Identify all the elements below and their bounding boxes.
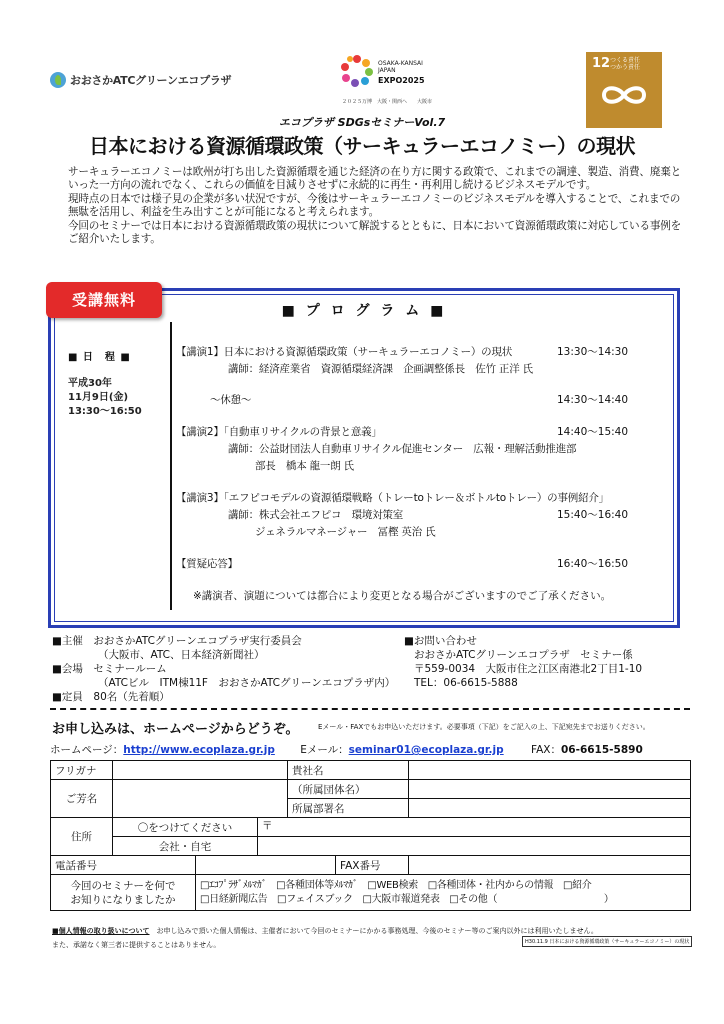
- lecture3-speaker: 講師：株式会社エフピコ 環境対策室: [228, 509, 404, 521]
- program-note: ※講演者、演題については都合により変更となる場合がございますのでご了承ください。: [193, 590, 612, 602]
- fax-field[interactable]: [409, 856, 691, 875]
- program-box: [48, 288, 680, 628]
- intro-paragraph-3: 今回のセミナーでは日本における資源循環政策の現状について解説するとともに、日本において資源循環政策に対応している事例をご紹介いたします。: [68, 219, 682, 246]
- sdg-label-1: つくる責任: [610, 57, 641, 64]
- company-field[interactable]: [409, 761, 691, 780]
- furigana-label: フリガナ: [51, 761, 113, 780]
- venue-sub: （ATCビル ITM棟11F おおさかATCグリーンエコプラザ内）: [98, 677, 396, 689]
- host-name: おおさかATCグリーンエコプラザ実行委員会: [93, 635, 302, 647]
- sdg-number: 12: [592, 56, 611, 71]
- host-label: ■主催: [52, 635, 83, 647]
- inquiry-org: おおさかATCグリーンエコプラザ セミナー係: [414, 649, 633, 661]
- application-form: [50, 760, 691, 911]
- intro-text: [68, 166, 688, 246]
- program-heading: ■ プ ロ グ ラ ム ■: [281, 303, 447, 319]
- lecture3-time: 15:40～16:40: [557, 509, 629, 521]
- intro-paragraph-1: サーキュラーエコノミーは欧州が打ち出した資源循環を通じた経済の在り方に関する政策で、これまでの調達、製造、消費、廃棄といった一方向の流れでなく、これらの価値を目減りさせずに永続的に再生・再利用し続けるビジネスモデルです。: [68, 166, 682, 192]
- email-link[interactable]: seminar01@ecoplaza.gr.jp: [348, 744, 504, 756]
- qa-title: 【質疑応答】: [176, 558, 238, 570]
- privacy-text-1: お申し込みで頂いた個人情報は、主催者において今回のセミナーにかかる事務処理、今後のセミナー等のご案内以外には利用いたしません。: [156, 927, 598, 935]
- apply-lead: お申し込みは、ホームページからどうぞ。: [52, 722, 299, 737]
- cut-line: [50, 708, 690, 710]
- sdg-label-2: つかう責任: [610, 64, 641, 71]
- affiliation-field[interactable]: [409, 780, 691, 799]
- address-field[interactable]: [258, 818, 691, 837]
- contact-line: [50, 742, 643, 757]
- inquiry-address: 〒559-0034 大阪市住之江区南港北2丁目1-10: [414, 663, 643, 675]
- affiliation-label: （所属団体名）: [288, 780, 409, 799]
- address-field-2[interactable]: [258, 837, 691, 856]
- lecture2-time: 14:40～15:40: [557, 426, 629, 438]
- lecture2-title: 【講演2】「自動車リサイクルの背景と意義」: [176, 426, 382, 438]
- date-time: 13:30～16:50: [68, 406, 142, 417]
- company-home-choice[interactable]: 会社・自宅: [113, 837, 258, 856]
- capacity-value: 80名（先着順）: [93, 691, 170, 703]
- break-time: 14:30～14:40: [557, 394, 629, 406]
- expo-logo: [338, 52, 448, 110]
- date-year: 平成30年: [68, 378, 112, 389]
- lecture2-speaker: 講師：公益財団法人自動車リサイクル促進センター 広報・理解活動推進部: [228, 443, 577, 455]
- homepage-link[interactable]: http://www.ecoplaza.gr.jp: [123, 744, 275, 756]
- name-field[interactable]: [113, 780, 288, 818]
- capacity-line: [52, 690, 170, 704]
- privacy-line-1: [52, 926, 598, 936]
- expo-line2: JAPAN: [378, 67, 396, 74]
- leaf-logo-icon: [50, 72, 66, 88]
- fax-label: FAX：: [531, 744, 561, 756]
- furigana-field[interactable]: [113, 761, 288, 780]
- infinity-icon: [600, 82, 648, 108]
- program-divider: [170, 322, 172, 610]
- host-line: [52, 634, 302, 648]
- phone-field[interactable]: [196, 856, 336, 875]
- lecture2-speaker-2: 部長 橋本 龍一朗 氏: [255, 460, 354, 472]
- source-question-1: 今回のセミナーを何で: [70, 879, 176, 892]
- department-label: 所属部署名: [288, 799, 409, 818]
- phone-label: 電話番号: [51, 856, 196, 875]
- host-sub: （大阪市、ATC、日本経済新聞社）: [98, 649, 265, 661]
- intro-paragraph-2: 現時点の日本では様子見の企業が多い状況ですが、今後はサーキュラーエコノミーのビジネスモデルを導入することで、これまでの無駄を活用し、利益を生み出すことが可能になると考えられます。: [68, 192, 681, 219]
- document-tag: H30.11.9 日本における資源循環政策（サーキュラーエコノミー）の現状: [522, 936, 692, 947]
- lecture1-title: 【講演1】日本における資源循環政策（サーキュラーエコノミー）の現状: [176, 346, 513, 358]
- source-question: [51, 875, 196, 911]
- schedule-heading: ■ 日 程 ■: [68, 352, 131, 363]
- privacy-label: ■個人情報の取り扱いについて: [52, 927, 150, 935]
- schedule-date: [68, 377, 142, 419]
- free-admission-badge: 受講無料: [46, 282, 162, 318]
- homepage-label: ホームページ：: [50, 744, 124, 756]
- expo-line1: OSAKA-KANSAI: [378, 60, 423, 67]
- source-options[interactable]: [196, 875, 691, 911]
- privacy-text-2: また、承諾なく第三者に提供することはありません。: [52, 941, 221, 949]
- apply-note: Eメール・FAXでもお申込いただけます。必要事項（下記）をご記入の上、下記宛先までお送りください。: [318, 723, 650, 731]
- lecture1-speaker: 講師：経済産業省 資源循環経済課 企画調整係長 佐竹 正洋 氏: [228, 363, 533, 375]
- qa-time: 16:40～16:50: [557, 558, 629, 570]
- expo-ring-icon: [340, 54, 374, 88]
- expo-line3: EXPO2025: [378, 76, 425, 85]
- org-name: おおさかATCグリーンエコプラザ: [70, 74, 232, 87]
- address-label: 住所: [51, 818, 113, 856]
- source-options-row-1[interactable]: □ｴｺﾌﾟﾗｻﾞﾒﾙﾏｶﾞ □各種団体等ﾒﾙﾏｶﾞ □WEB検索 □各種団体・社内からの情報 □紹介: [200, 879, 592, 891]
- venue-label: ■会場: [52, 663, 83, 675]
- venue-name: セミナールーム: [93, 663, 167, 675]
- capacity-label: ■定員: [52, 691, 83, 703]
- email-label: Eメール：: [300, 744, 349, 756]
- fax-number: 06-6615-5890: [560, 744, 643, 756]
- lecture1-time: 13:30～14:30: [557, 346, 629, 358]
- org-logo: [50, 72, 231, 88]
- expo-caption: ２０２５万博 大阪・関西へ 大阪市: [342, 99, 433, 105]
- lecture3-speaker-2: ジェネラルマネージャー 冨樫 英治 氏: [255, 526, 436, 538]
- break-label: ～休憩～: [210, 394, 252, 406]
- inquiry-label: ■お問い合わせ: [404, 635, 477, 647]
- inquiry-tel: TEL：06-6615-5888: [414, 677, 518, 689]
- date-day: 11月9日(金): [68, 392, 129, 403]
- company-label: 貴社名: [288, 761, 409, 780]
- fax-label-cell: FAX番号: [336, 856, 409, 875]
- lecture3-title: 【講演3】「エフピコモデルの資源循環戦略（トレーtoトレー＆ボトルtoトレー）の事例紹介」: [176, 492, 609, 504]
- page-title: 日本における資源循環政策（サーキュラーエコノミー）の現状: [89, 134, 635, 158]
- source-question-2: お知りになりましたか: [70, 893, 176, 906]
- name-label: ご芳名: [51, 780, 113, 818]
- source-options-row-2[interactable]: □日経新聞広告 □フェイスブック □大阪市報道発表 □その他（ ）: [200, 893, 614, 905]
- department-field[interactable]: [409, 799, 691, 818]
- circle-prompt: 〇をつけてください: [113, 818, 258, 837]
- seminar-label: エコプラザ SDGsセミナーVol.7: [278, 116, 446, 129]
- postal-mark: 〒: [262, 820, 273, 832]
- venue-line: [52, 662, 167, 676]
